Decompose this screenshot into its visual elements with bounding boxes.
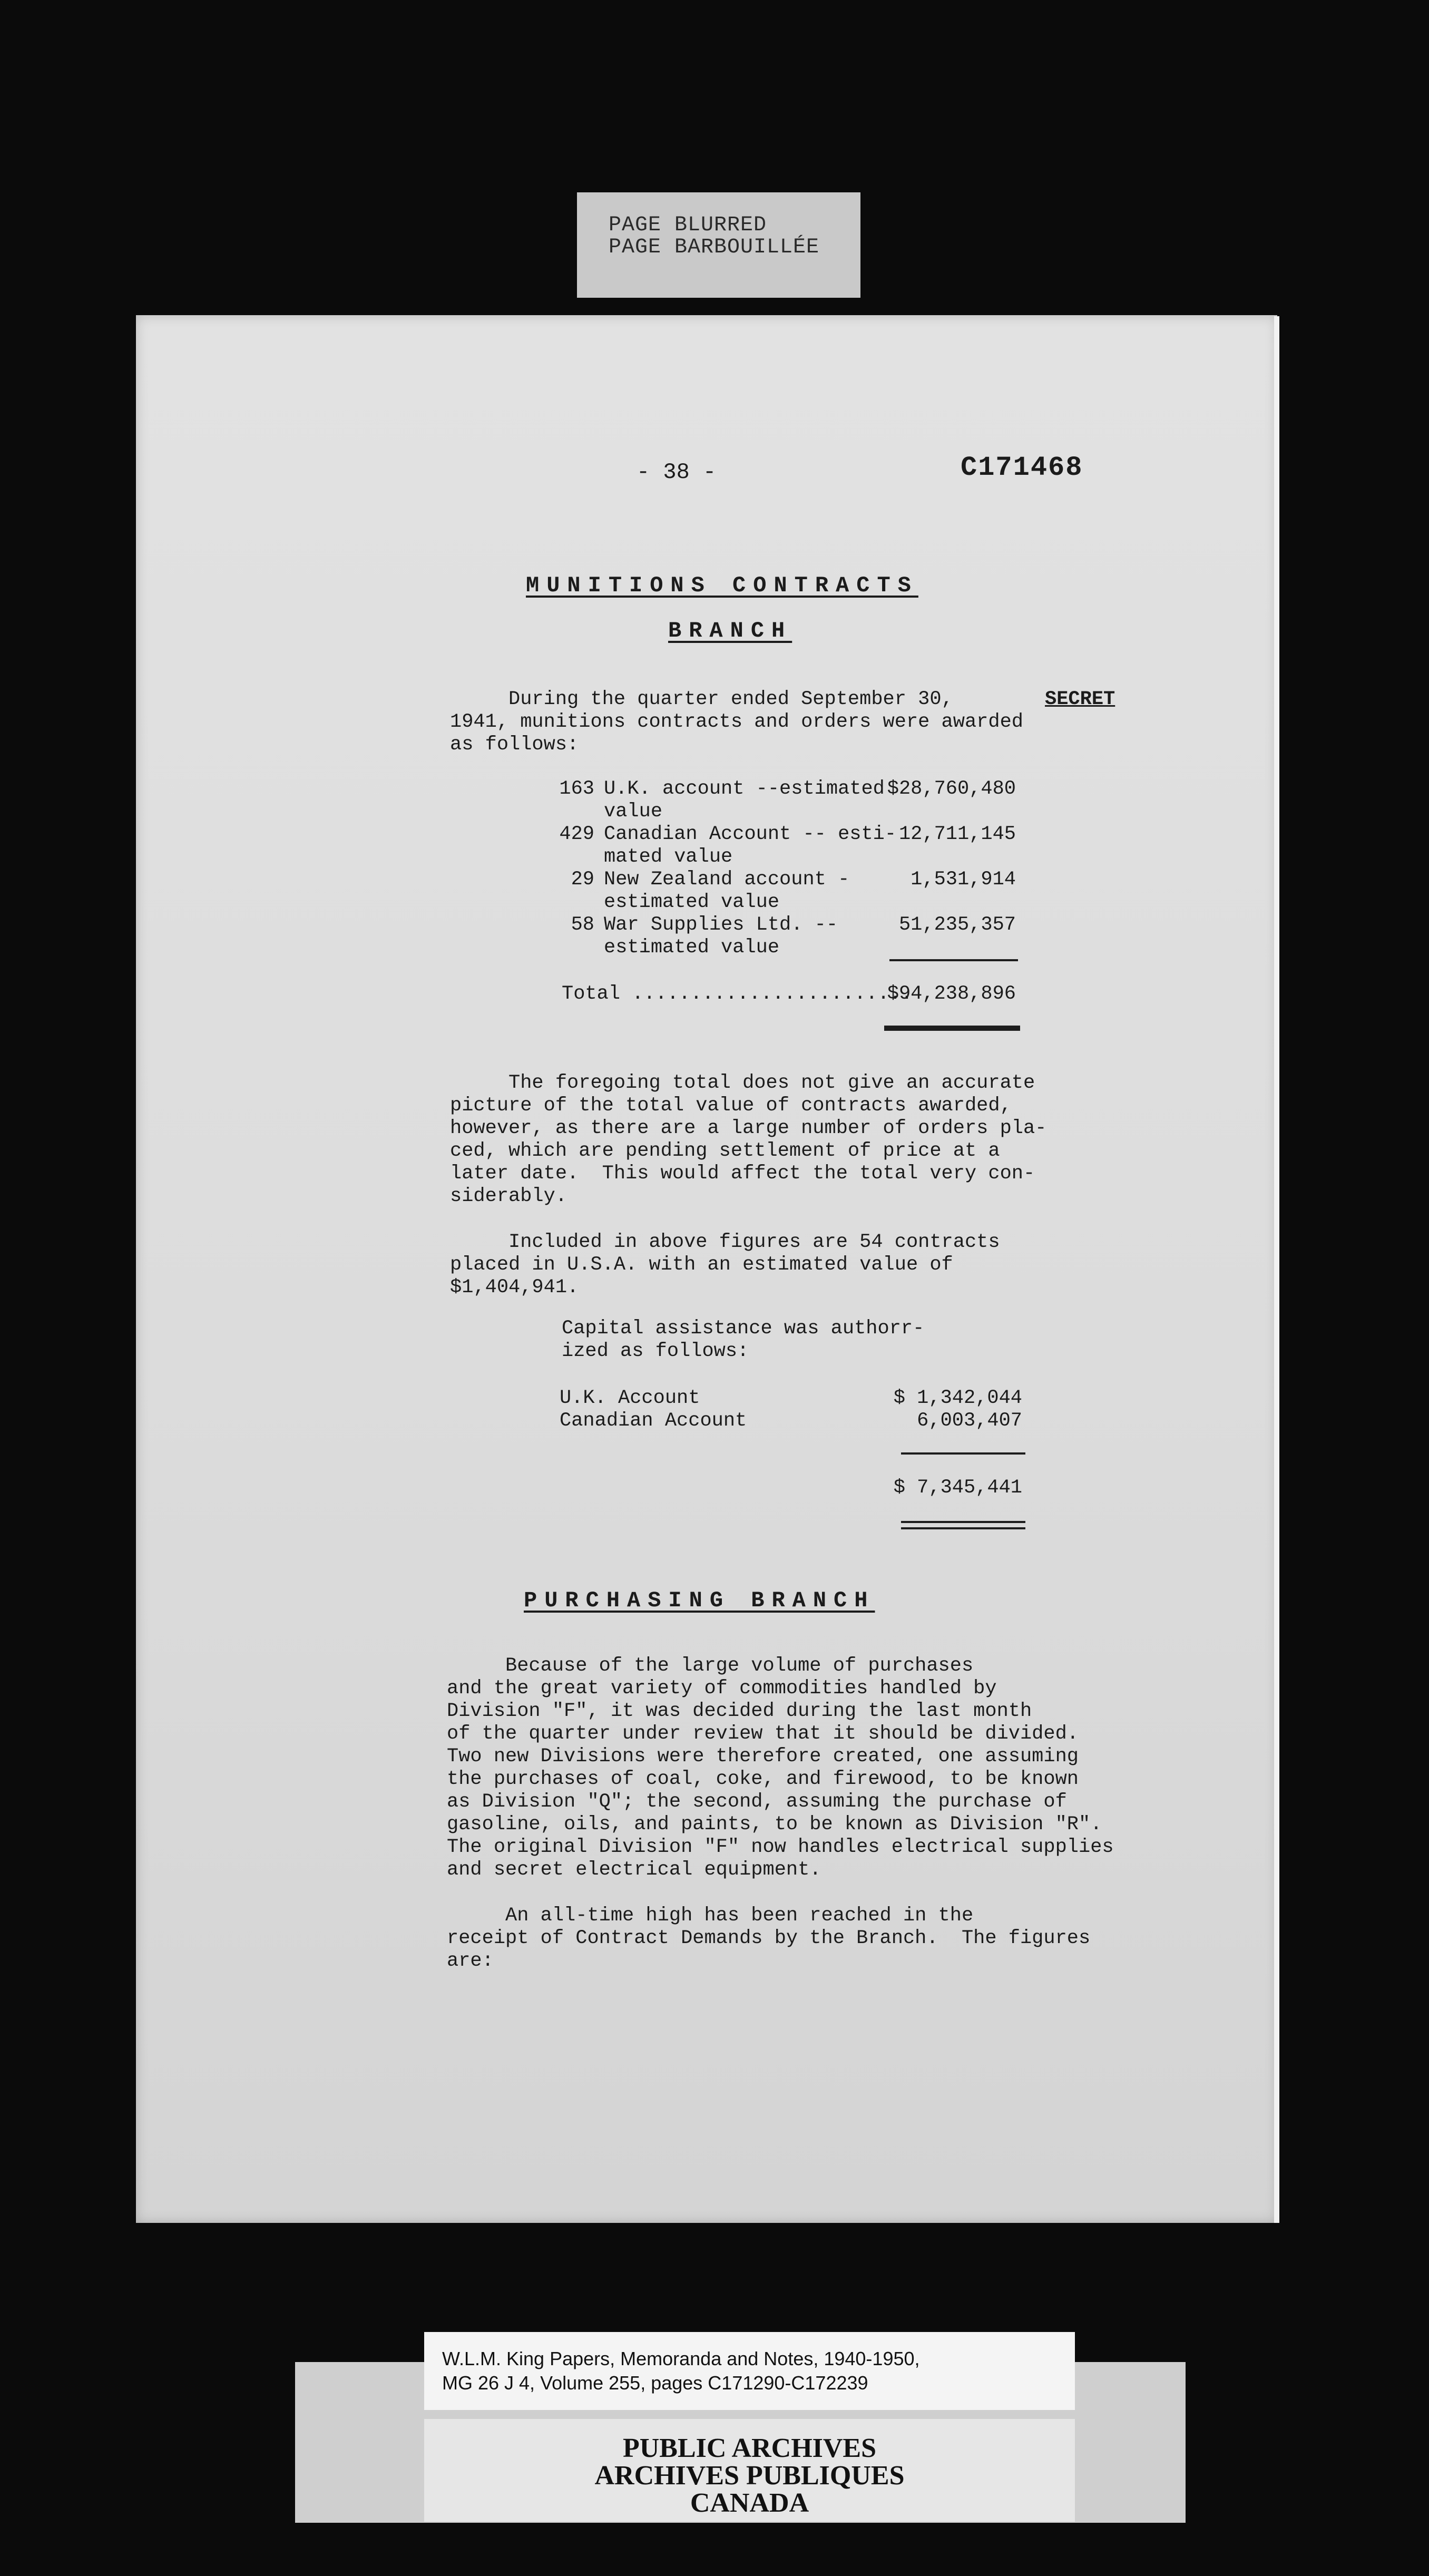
contract-count: 163 bbox=[559, 778, 594, 800]
page-edge bbox=[1274, 316, 1279, 2223]
contract-amount: 51,235,357 bbox=[898, 914, 1016, 936]
total-double-rule bbox=[884, 1026, 1020, 1031]
label-line-2: PAGE BARBOUILLÉE bbox=[609, 236, 820, 259]
text-line: placed in U.S.A. with an estimated value of bbox=[450, 1254, 953, 1276]
contract-amount: $28,760,480 bbox=[887, 778, 1016, 800]
capital-double-rule-top bbox=[901, 1521, 1025, 1523]
intro-paragraph bbox=[450, 688, 1023, 756]
contract-amount: 1,531,914 bbox=[911, 869, 1016, 891]
capital-assistance-intro bbox=[562, 1318, 924, 1363]
contract-count: 58 bbox=[571, 914, 594, 936]
text-line: gasoline, oils, and paints, to be known as Division "R". bbox=[447, 1813, 1102, 1836]
text-line: Because of the large volume of purchases bbox=[447, 1655, 974, 1677]
purchasing-heading: PURCHASING BRANCH bbox=[524, 1588, 875, 1613]
contract-count: 429 bbox=[559, 823, 594, 845]
contract-desc: value bbox=[604, 801, 663, 823]
text-line: Division "F", it was decided during the last month bbox=[447, 1700, 1032, 1722]
capital-double-rule-bottom bbox=[901, 1527, 1025, 1529]
text-line: however, as there are a large number of orders pla- bbox=[450, 1117, 1047, 1139]
text-line: The foregoing total does not give an accurate bbox=[450, 1072, 1035, 1094]
text-line: picture of the total value of contracts awarded, bbox=[450, 1095, 1012, 1117]
label-line-1: PAGE BLURRED bbox=[609, 213, 767, 237]
contract-desc: U.K. account --estimated bbox=[604, 778, 885, 800]
capital-sum-rule bbox=[901, 1452, 1025, 1455]
intro-line: 1941, munitions contracts and orders were awarded bbox=[450, 711, 1023, 733]
archive-line-3: CANADA bbox=[690, 2488, 809, 2518]
purchasing-paragraph-1 bbox=[447, 1655, 1114, 1881]
contract-count: 29 bbox=[571, 869, 594, 891]
intro-line: During the quarter ended September 30, bbox=[450, 688, 953, 710]
contract-desc: War Supplies Ltd. -- bbox=[604, 914, 838, 936]
text-line: siderably. bbox=[450, 1185, 567, 1207]
page-number: - 38 - bbox=[637, 460, 717, 485]
foregoing-paragraph bbox=[450, 1072, 1046, 1208]
munitions-heading-branch: BRANCH bbox=[668, 618, 792, 643]
text-line: are: bbox=[447, 1950, 494, 1972]
text-line: and the great variety of commodities handled by bbox=[447, 1677, 997, 1700]
capital-item-amount: 6,003,407 bbox=[917, 1410, 1022, 1432]
munitions-heading: MUNITIONS CONTRACTS bbox=[526, 573, 918, 598]
capital-total: $ 7,345,441 bbox=[893, 1477, 1022, 1499]
citation-line-2: MG 26 J 4, Volume 255, pages C171290-C172239 bbox=[442, 2372, 868, 2394]
capital-item-amount: $ 1,342,044 bbox=[893, 1387, 1022, 1409]
text-line: Included in above figures are 54 contracts bbox=[450, 1231, 1000, 1253]
contract-desc: estimated value bbox=[604, 936, 780, 959]
capital-item-label: U.K. Account bbox=[560, 1387, 700, 1409]
archive-stamp bbox=[424, 2419, 1075, 2522]
total-amount: $94,238,896 bbox=[887, 983, 1016, 1005]
capital-item-label: Canadian Account bbox=[560, 1410, 747, 1432]
text-line: receipt of Contract Demands by the Branch. The figures bbox=[447, 1927, 1091, 1949]
text-line: $1,404,941. bbox=[450, 1276, 579, 1299]
text-line: of the quarter under review that it should be divided. bbox=[447, 1723, 1079, 1745]
document-id: C171468 bbox=[961, 452, 1083, 483]
text-line: ized as follows: bbox=[562, 1340, 749, 1362]
text-line: later date. This would affect the total very con- bbox=[450, 1163, 1035, 1185]
document-page bbox=[136, 315, 1277, 2223]
usa-contracts-paragraph bbox=[450, 1231, 1000, 1299]
text-line: Capital assistance was authorr- bbox=[562, 1318, 925, 1340]
text-line: An all-time high has been reached in the bbox=[447, 1905, 974, 1927]
intro-line: as follows: bbox=[450, 734, 579, 756]
contract-amount: 12,711,145 bbox=[898, 823, 1016, 845]
citation-slip bbox=[424, 2332, 1075, 2410]
total-label: Total ........................ bbox=[562, 983, 913, 1005]
document-body bbox=[136, 315, 1277, 2223]
contract-desc: estimated value bbox=[604, 891, 780, 913]
text-line: Two new Divisions were therefore created, one assuming bbox=[447, 1745, 1079, 1768]
citation-line-1: W.L.M. King Papers, Memoranda and Notes, 1940-1950, bbox=[442, 2348, 920, 2369]
text-line: the purchases of coal, coke, and firewood, to be known bbox=[447, 1768, 1079, 1790]
contract-desc: mated value bbox=[604, 846, 733, 868]
contract-desc: Canadian Account -- esti- bbox=[604, 823, 897, 845]
text-line: as Division "Q"; the second, assuming the purchase of bbox=[447, 1791, 1067, 1813]
archive-line-1: PUBLIC ARCHIVES bbox=[622, 2433, 877, 2463]
sum-rule bbox=[889, 959, 1018, 961]
purchasing-paragraph-2 bbox=[447, 1905, 1090, 1973]
classification-marking: SECRET bbox=[1045, 688, 1115, 710]
text-line: The original Division "F" now handles electrical supplies bbox=[447, 1836, 1114, 1858]
text-line: and secret electrical equipment. bbox=[447, 1859, 821, 1881]
page-blurred-label bbox=[577, 192, 860, 298]
contract-desc: New Zealand account - bbox=[604, 869, 850, 891]
text-line: ced, which are pending settlement of price at a bbox=[450, 1140, 1000, 1162]
archive-line-2: ARCHIVES PUBLIQUES bbox=[594, 2461, 905, 2491]
